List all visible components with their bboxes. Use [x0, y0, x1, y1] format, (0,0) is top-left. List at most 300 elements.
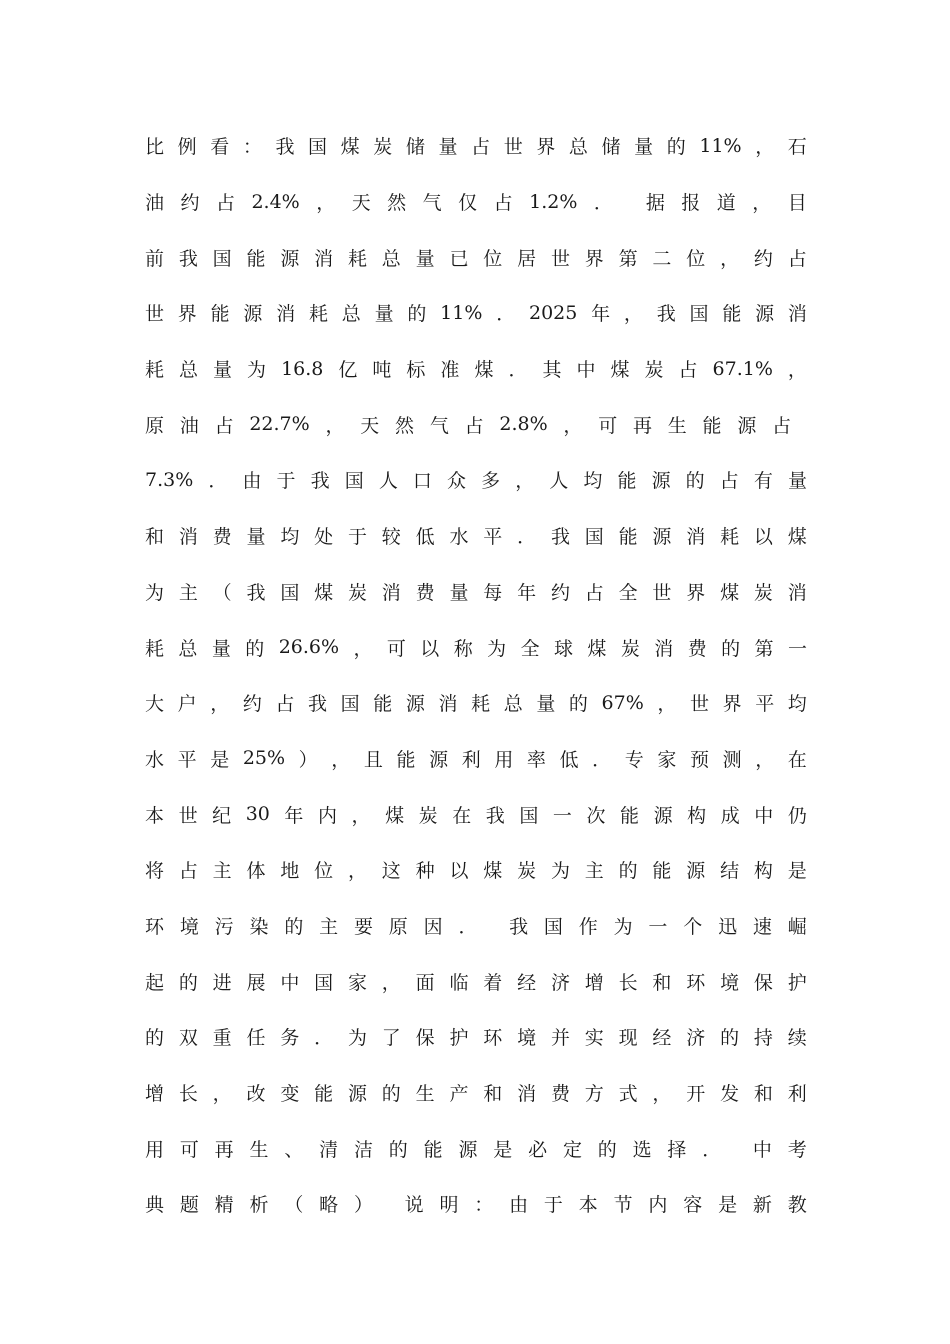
text-token: 专 [624, 748, 644, 771]
text-token: 约 [242, 693, 262, 716]
text-token: ， [652, 1083, 672, 1106]
text-token: 保 [415, 1027, 435, 1050]
text-token: ， [347, 860, 367, 883]
text-token: 要 [353, 915, 373, 938]
text-token: 略 [319, 1194, 339, 1217]
text-token: 众 [447, 470, 467, 493]
text-token: 国 [344, 470, 364, 493]
text-token: 中 [280, 971, 300, 994]
text-line [145, 898, 807, 954]
text-token: 中 [752, 1138, 772, 1161]
text-token: 人 [549, 470, 569, 493]
text-token: 储 [405, 136, 425, 159]
text-token: 准 [440, 359, 460, 382]
text-token: 能 [373, 693, 393, 716]
text-token: 变 [280, 1083, 300, 1106]
text-token: 体 [246, 860, 266, 883]
text-token: 经 [517, 971, 537, 994]
text-line [145, 731, 807, 787]
text-token: 能 [314, 1083, 334, 1106]
text-token: 年 [284, 804, 304, 827]
text-token: 平 [755, 693, 775, 716]
text-token: 油 [179, 414, 199, 437]
text-token: 位 [686, 247, 706, 270]
text-token: 迅 [718, 915, 738, 938]
text-token: 和 [753, 1083, 773, 1106]
text-token: 是 [493, 1138, 513, 1161]
text-token: 67.1% [712, 357, 773, 380]
text-token: 清 [319, 1138, 339, 1161]
text-token: ） [353, 1194, 373, 1217]
text-token: 的 [145, 1027, 165, 1050]
text-token: 济 [686, 1027, 706, 1050]
text-token: 11% [699, 134, 742, 157]
text-token: ： [242, 136, 262, 159]
text-token: 约 [180, 192, 200, 215]
text-token: 的 [721, 637, 741, 660]
text-token: 消 [654, 637, 674, 660]
text-token: 能 [423, 1138, 443, 1161]
text-token: 是 [210, 748, 230, 771]
text-token: 然 [395, 414, 415, 437]
text-token: 构 [753, 860, 773, 883]
text-token: 境 [517, 1027, 537, 1050]
text-token: ， [515, 470, 535, 493]
text-token: 耗 [308, 303, 328, 326]
text-token: 我 [310, 470, 330, 493]
text-token: 构 [687, 804, 707, 827]
text-token: 量 [211, 637, 231, 660]
text-token: 污 [214, 915, 234, 938]
text-token: 年 [591, 303, 611, 326]
text-token: 的 [666, 136, 686, 159]
text-line [145, 1176, 807, 1232]
text-token: 为 [487, 637, 507, 660]
text-token: 世 [550, 247, 570, 270]
text-token: 为 [550, 860, 570, 883]
text-token: 纪 [212, 804, 232, 827]
text-token: 测 [722, 748, 742, 771]
text-token: 其 [542, 359, 562, 382]
text-token: 率 [526, 748, 546, 771]
text-token: 炭 [753, 581, 773, 604]
text-token: 能 [210, 303, 230, 326]
text-token: 水 [449, 526, 469, 549]
text-token: 第 [754, 637, 774, 660]
text-token: 界 [584, 247, 604, 270]
text-token: 我 [275, 136, 295, 159]
text-token: 界 [722, 693, 742, 716]
text-token: 的 [685, 470, 705, 493]
text-token: 量 [634, 136, 654, 159]
text-token: 多 [481, 470, 501, 493]
text-token: 总 [381, 247, 401, 270]
text-token: ． [592, 748, 612, 771]
text-token: 总 [178, 637, 198, 660]
text-token: 速 [752, 915, 772, 938]
text-token: ． [496, 303, 516, 326]
text-token: 煤 [610, 359, 630, 382]
text-token: 世 [689, 693, 709, 716]
text-token: 环 [686, 971, 706, 994]
text-token: 的 [381, 1083, 401, 1106]
text-token: 源 [458, 1138, 478, 1161]
text-token: 重 [212, 1027, 232, 1050]
text-token: 费 [415, 581, 435, 604]
text-token: 平 [483, 526, 503, 549]
text-token: 油 [145, 192, 165, 215]
text-token: 由 [242, 470, 262, 493]
text-token: 亿 [338, 359, 358, 382]
text-token: 保 [753, 971, 773, 994]
text-token: 水 [145, 748, 165, 771]
text-token: 并 [550, 1027, 570, 1050]
text-token: 主 [178, 581, 198, 604]
text-token: 有 [753, 470, 773, 493]
text-token: 这 [381, 860, 401, 883]
text-token: 煤 [340, 136, 360, 159]
text-token: 源 [280, 247, 300, 270]
text-token: 耗 [347, 247, 367, 270]
text-token: 世 [503, 136, 523, 159]
text-token: 22.7% [249, 413, 310, 436]
text-token: 选 [632, 1138, 652, 1161]
text-token: 经 [652, 1027, 672, 1050]
text-token: 源 [405, 693, 425, 716]
text-token: 67% [601, 691, 644, 714]
text-token: 能 [722, 303, 742, 326]
text-token: 煤 [474, 359, 494, 382]
text-token: 16.8 [281, 357, 324, 380]
body-text [145, 118, 807, 1232]
text-line [145, 842, 807, 898]
text-token: 国 [543, 915, 563, 938]
text-token: （ [284, 1194, 304, 1217]
text-token: 环 [145, 915, 165, 938]
text-token: 用 [145, 1138, 165, 1161]
text-token: 原 [388, 915, 408, 938]
text-token: 利 [461, 748, 481, 771]
text-token: 消 [517, 1083, 537, 1106]
text-token: 考 [787, 1138, 807, 1161]
text-token: 2.8% [499, 413, 548, 436]
text-token: ， [351, 804, 371, 827]
text-token: 任 [246, 1027, 266, 1050]
text-token: ． [702, 1138, 722, 1161]
text-token: 展 [246, 971, 266, 994]
text-token: 平 [177, 748, 197, 771]
text-token: 目 [787, 192, 807, 215]
text-token: 主 [584, 860, 604, 883]
text-token: 题 [179, 1194, 199, 1217]
text-token: 然 [387, 192, 407, 215]
text-token: 球 [553, 637, 573, 660]
text-token: 发 [720, 1083, 740, 1106]
text-line [145, 118, 807, 174]
text-token: 和 [652, 971, 672, 994]
text-token: 因 [423, 915, 443, 938]
text-token: 比 [145, 136, 165, 159]
text-token: 典 [145, 1194, 165, 1217]
text-token: 均 [583, 470, 603, 493]
text-token: 是 [718, 1194, 738, 1217]
text-token: 内 [648, 1194, 668, 1217]
text-token: ， [563, 414, 583, 437]
text-token: 式 [618, 1083, 638, 1106]
text-token: 较 [381, 526, 401, 549]
text-token: 洁 [353, 1138, 373, 1161]
text-token: 次 [586, 804, 606, 827]
text-token: 本 [145, 804, 165, 827]
text-token: 源 [243, 303, 263, 326]
text-token: 道 [716, 192, 736, 215]
text-token: 着 [483, 971, 503, 994]
text-token: 占 [787, 247, 807, 270]
text-token: 生 [415, 1083, 435, 1106]
text-token: 占 [464, 414, 484, 437]
text-token: 占 [214, 414, 234, 437]
text-token: ） [298, 748, 318, 771]
text-token: 每 [483, 581, 503, 604]
text-token: 国 [519, 804, 539, 827]
text-token: 煤 [483, 860, 503, 883]
text-token: 均 [280, 526, 300, 549]
text-token: 煤 [787, 526, 807, 549]
text-token: 储 [601, 136, 621, 159]
text-token: 染 [249, 915, 269, 938]
text-token: 为 [145, 581, 165, 604]
text-token: ， [623, 303, 643, 326]
text-token: 人 [378, 470, 398, 493]
text-line [145, 1120, 807, 1176]
text-token: 可 [179, 1138, 199, 1161]
text-token: 吨 [372, 359, 392, 382]
text-token: 30 [245, 803, 270, 826]
text-token: 个 [683, 915, 703, 938]
text-token: 开 [686, 1083, 706, 1106]
text-line [145, 229, 807, 285]
text-token: ， [353, 637, 373, 660]
text-token: 口 [412, 470, 432, 493]
text-token: 的 [284, 915, 304, 938]
text-token: 本 [578, 1194, 598, 1217]
text-token: 炭 [620, 637, 640, 660]
text-token: 作 [578, 915, 598, 938]
text-token: 的 [407, 303, 427, 326]
text-token: ， [752, 192, 772, 215]
text-token: 煤 [587, 637, 607, 660]
text-token: 国 [280, 581, 300, 604]
text-token: ， [210, 693, 230, 716]
text-line [145, 1065, 807, 1121]
text-token: 再 [632, 414, 652, 437]
text-token: 双 [178, 1027, 198, 1050]
text-token: 我 [550, 526, 570, 549]
text-token: 已 [449, 247, 469, 270]
text-token: 种 [415, 860, 435, 883]
text-token: 持 [753, 1027, 773, 1050]
text-token: 世 [652, 581, 672, 604]
text-token: 长 [178, 1083, 198, 1106]
text-token: 济 [550, 971, 570, 994]
text-token: 总 [341, 303, 361, 326]
text-token: 居 [517, 247, 537, 270]
text-token: 于 [276, 470, 296, 493]
text-token: 仅 [458, 192, 478, 215]
text-token: 的 [597, 1138, 617, 1161]
text-token: ， [381, 971, 401, 994]
text-token: 占 [471, 136, 491, 159]
text-token: 量 [246, 526, 266, 549]
text-token: 我 [485, 804, 505, 827]
text-token: 内 [317, 804, 337, 827]
text-token: 国 [308, 136, 328, 159]
text-line [145, 285, 807, 341]
text-token: 择 [667, 1138, 687, 1161]
text-token: 占 [719, 470, 739, 493]
text-token: 家 [657, 748, 677, 771]
text-token: 占 [584, 581, 604, 604]
text-token: 境 [720, 971, 740, 994]
text-token: 户 [177, 693, 197, 716]
text-token: 26.6% [278, 636, 340, 659]
text-token: 国 [689, 303, 709, 326]
text-token: ． [508, 359, 528, 382]
text-token: 炭 [644, 359, 664, 382]
text-line [145, 452, 807, 508]
text-token: 增 [584, 971, 604, 994]
text-token: 量 [536, 693, 556, 716]
text-token: 源 [653, 804, 673, 827]
text-token: 低 [559, 748, 579, 771]
text-token: 源 [651, 470, 671, 493]
text-token: 1.2% [529, 190, 578, 213]
text-token: 主 [212, 860, 232, 883]
text-token: 11% [440, 301, 483, 324]
text-token: 方 [584, 1083, 604, 1106]
text-token: 可 [598, 414, 618, 437]
text-token: 我 [656, 303, 676, 326]
text-token: 务 [280, 1027, 300, 1050]
text-token: 析 [249, 1194, 269, 1217]
text-token: 增 [145, 1083, 165, 1106]
text-token: ， [212, 1083, 232, 1106]
text-token: 节 [613, 1194, 633, 1217]
text-token: 改 [246, 1083, 266, 1106]
text-token: 消 [787, 303, 807, 326]
text-token: 量 [415, 247, 435, 270]
text-token: 占 [275, 693, 295, 716]
text-token: ， [755, 136, 775, 159]
text-token: 世 [178, 804, 198, 827]
text-token: 的 [568, 693, 588, 716]
text-token: 的 [178, 971, 198, 994]
text-token: ， [331, 748, 351, 771]
text-token: 源 [652, 526, 672, 549]
text-token: ． [593, 192, 613, 215]
text-token: 耗 [471, 693, 491, 716]
text-token: 处 [314, 526, 334, 549]
text-token: 主 [319, 915, 339, 938]
text-token: 新 [752, 1194, 772, 1217]
text-token: 仍 [787, 804, 807, 827]
text-token: 均 [787, 693, 807, 716]
text-token: 消 [276, 303, 296, 326]
text-token: 国 [314, 971, 334, 994]
text-token: 能 [620, 804, 640, 827]
text-token: （ [212, 581, 232, 604]
text-token: 例 [177, 136, 197, 159]
text-token: 我 [178, 247, 198, 270]
text-token: ． [314, 1027, 334, 1050]
text-token: 炭 [517, 860, 537, 883]
text-token: 必 [528, 1138, 548, 1161]
text-token: 总 [568, 136, 588, 159]
text-token: 预 [689, 748, 709, 771]
text-token: 崛 [787, 915, 807, 938]
text-token: 费 [687, 637, 707, 660]
text-token: 源 [347, 1083, 367, 1106]
text-token: 的 [245, 637, 265, 660]
text-token: 源 [686, 860, 706, 883]
text-token: 界 [536, 136, 556, 159]
text-token: 量 [449, 581, 469, 604]
text-token: 能 [702, 414, 722, 437]
text-token: 占 [178, 860, 198, 883]
text-token: 能 [652, 860, 672, 883]
text-token: ， [657, 693, 677, 716]
text-token: 界 [177, 303, 197, 326]
text-token: 面 [415, 971, 435, 994]
text-token: 说 [404, 1194, 424, 1217]
text-token: ． [517, 526, 537, 549]
text-token: ， [787, 359, 807, 382]
text-token: 煤 [385, 804, 405, 827]
text-token: 了 [381, 1027, 401, 1050]
text-token: 在 [452, 804, 472, 827]
text-token: 年 [517, 581, 537, 604]
text-token: 一 [787, 637, 807, 660]
text-token: 炭 [347, 581, 367, 604]
text-token: 我 [509, 915, 529, 938]
text-token: 的 [618, 860, 638, 883]
text-token: 将 [145, 860, 165, 883]
text-token: 用 [494, 748, 514, 771]
text-token: 25% [242, 747, 286, 770]
text-token: 据 [645, 192, 665, 215]
text-token: 产 [449, 1083, 469, 1106]
text-token: 原 [145, 414, 165, 437]
text-token: 的 [388, 1138, 408, 1161]
text-token: ． [208, 470, 228, 493]
text-token: 位 [314, 860, 334, 883]
text-token: 全 [618, 581, 638, 604]
text-token: 天 [360, 414, 380, 437]
text-token: 一 [648, 915, 668, 938]
text-token: 消 [438, 693, 458, 716]
text-token: 容 [683, 1194, 703, 1217]
text-token: 是 [787, 860, 807, 883]
text-token: 位 [483, 247, 503, 270]
text-line [145, 564, 807, 620]
text-token: 生 [249, 1138, 269, 1161]
text-token: 消 [686, 526, 706, 549]
text-line [145, 953, 807, 1009]
text-token: 中 [576, 359, 596, 382]
text-token: 世 [145, 303, 165, 326]
text-token: 能 [617, 470, 637, 493]
text-token: 消 [178, 526, 198, 549]
